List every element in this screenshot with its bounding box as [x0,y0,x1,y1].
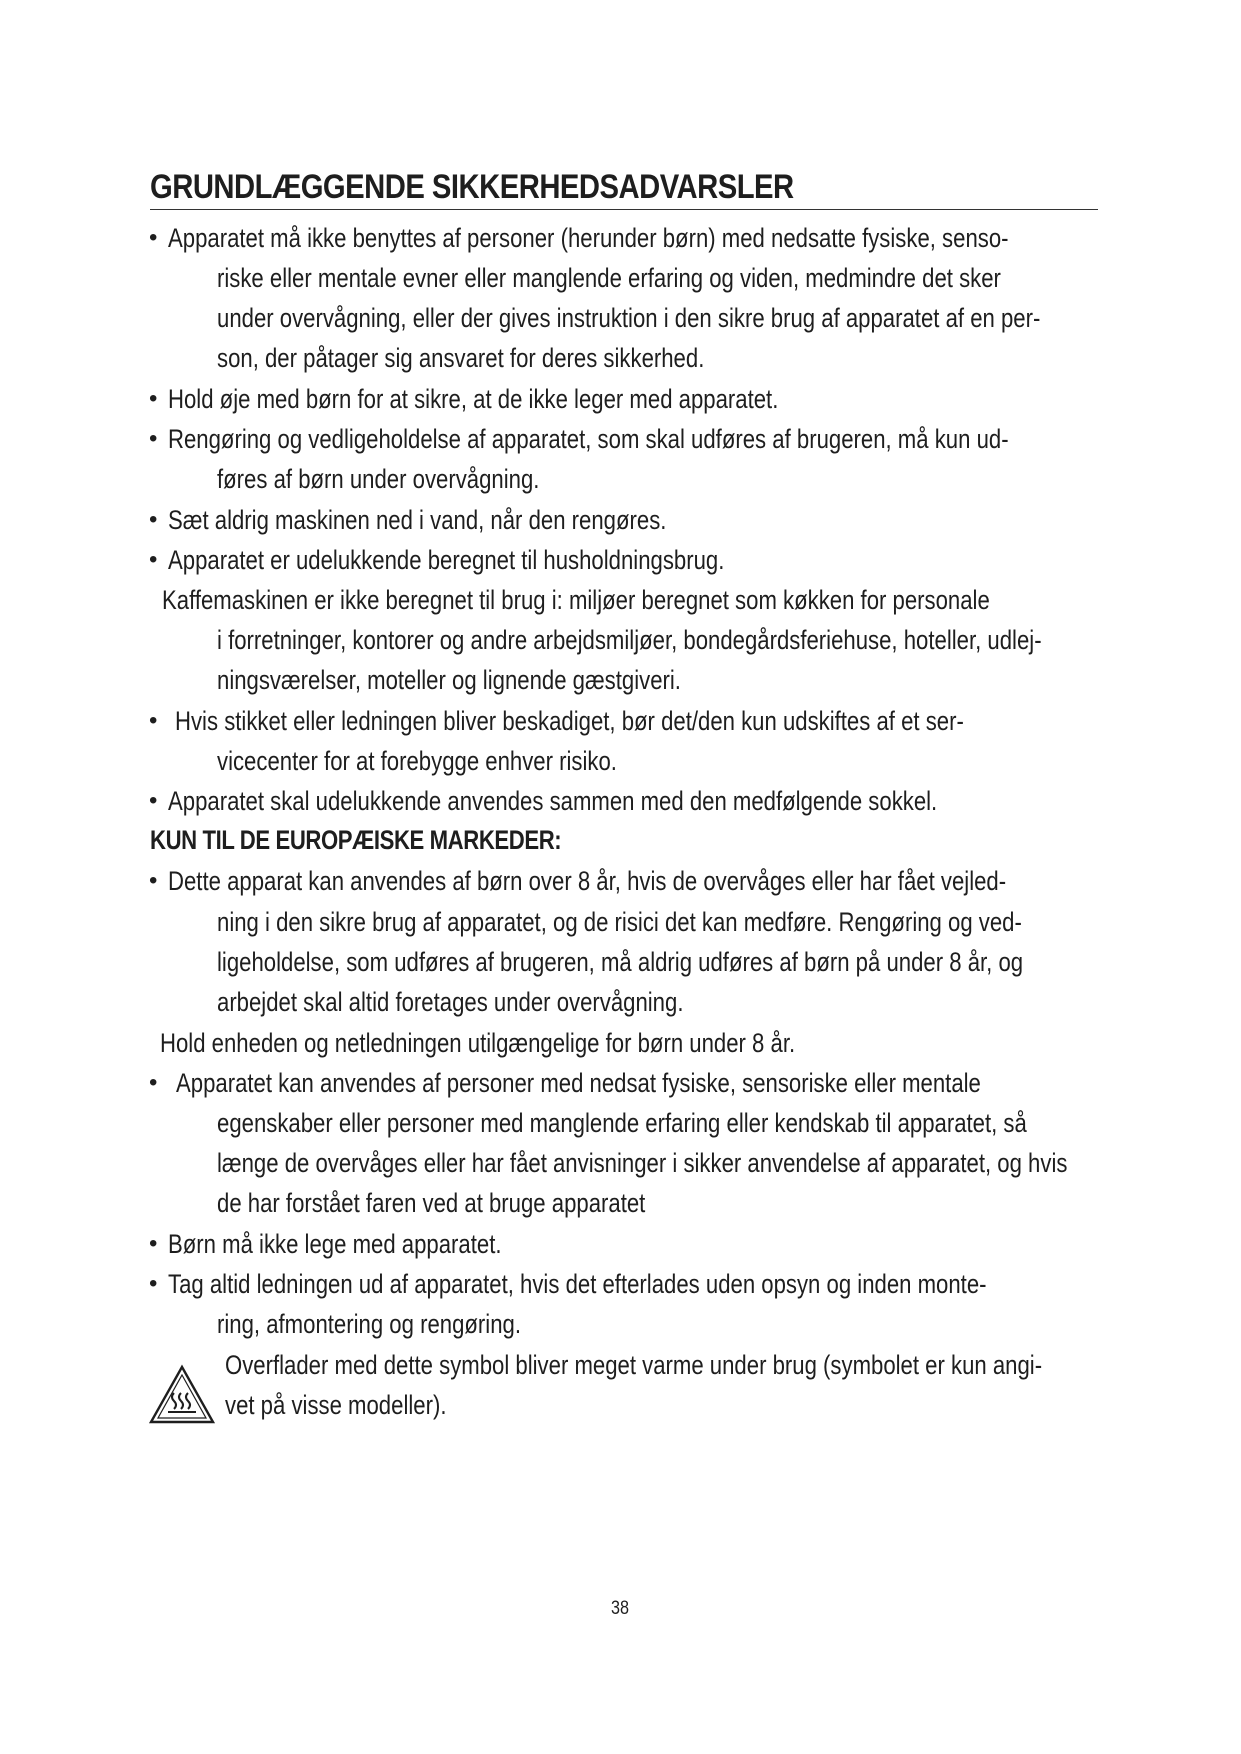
bullet: • [149,1270,158,1297]
text-line: Apparatet skal udelukkende anvendes sammen med den medfølgende sokkel. [168,786,938,816]
section-title: GRUNDLÆGGENDE SIKKERHEDSADVARSLER [150,168,794,206]
text-line: i forretninger, kontorer og andre arbejdsmiljøer, bondegårdsferiehuse, hoteller, udlej- [217,625,1042,655]
page-number: 38 [611,1598,629,1619]
text-line: Hold øje med børn for at sikre, at de ikke leger med apparatet. [168,384,779,414]
text-line: Tag altid ledningen ud af apparatet, hvis det efterlades uden opsyn og inden monte- [168,1269,987,1299]
text-line: Dette apparat kan anvendes af børn over 8 år, hvis de overvåges eller har fået vejled- [168,866,1007,896]
text-line: ningsværelser, moteller og lignende gæstgiveri. [217,665,681,695]
text-line: vet på visse modeller). [225,1390,447,1420]
bullet: • [149,1230,158,1257]
text-line: Kaffemaskinen er ikke beregnet til brug i: miljøer beregnet som køkken for personale [162,585,990,615]
text-line: ning i den sikre brug af apparatet, og de risici det kan medføre. Rengøring og ved- [217,907,1022,937]
bullet: • [149,385,158,412]
bullet: • [149,867,158,894]
bullet: • [149,1069,158,1096]
text-line: føres af børn under overvågning. [217,464,540,494]
text-line: ligeholdelse, som udføres af brugeren, må aldrig udføres af børn på under 8 år, og [217,947,1024,977]
text-line: arbejdet skal altid foretages under overvågning. [217,987,684,1017]
text-line: Overflader med dette symbol bliver meget varme under brug (symbolet er kun angi- [225,1350,1043,1380]
text-line: ring, afmontering og rengøring. [217,1309,521,1339]
bullet: • [149,707,158,734]
text-line: under overvågning, eller der gives instruktion i den sikre brug af apparatet af en per- [217,303,1041,333]
bullet: • [149,546,158,573]
bullet: • [149,787,158,814]
bullet: • [149,224,158,251]
title-underline [150,209,1098,210]
text-line: Apparatet må ikke benyttes af personer (herunder børn) med nedsatte fysiske, senso- [168,223,1009,253]
text-line: længe de overvåges eller har fået anvisninger i sikker anvendelse af apparatet, og hvis [217,1148,1068,1178]
text-line: de har forstået faren ved at bruge apparatet [217,1188,646,1218]
text-line: Rengøring og vedligeholdelse af apparatet, som skal udføres af brugeren, må kun ud- [168,424,1009,454]
text-line: Børn må ikke lege med apparatet. [168,1229,502,1259]
text-line: riske eller mentale evner eller manglende erfaring og viden, medmindre det sker [217,263,1001,293]
text-line: vicecenter for at forebygge enhver risiko. [217,746,617,776]
text-line: Sæt aldrig maskinen ned i vand, når den rengøres. [168,505,667,535]
hot-surface-warning-icon [148,1363,216,1425]
eu-markets-heading: KUN TIL DE EUROPÆISKE MARKEDER: [150,825,562,855]
text-line: son, der påtager sig ansvaret for deres sikkerhed. [217,343,705,373]
text-line: Hvis stikket eller ledningen bliver beskadiget, bør det/den kun udskiftes af et ser- [175,706,964,736]
text-line: Hold enheden og netledningen utilgængelige for børn under 8 år. [160,1028,796,1058]
text-line: Apparatet kan anvendes af personer med nedsat fysiske, sensoriske eller mentale [176,1068,981,1098]
text-line: Apparatet er udelukkende beregnet til husholdningsbrug. [168,545,725,575]
bullet: • [149,425,158,452]
text-line: egenskaber eller personer med manglende erfaring eller kendskab til apparatet, så [217,1108,1027,1138]
bullet: • [149,506,158,533]
